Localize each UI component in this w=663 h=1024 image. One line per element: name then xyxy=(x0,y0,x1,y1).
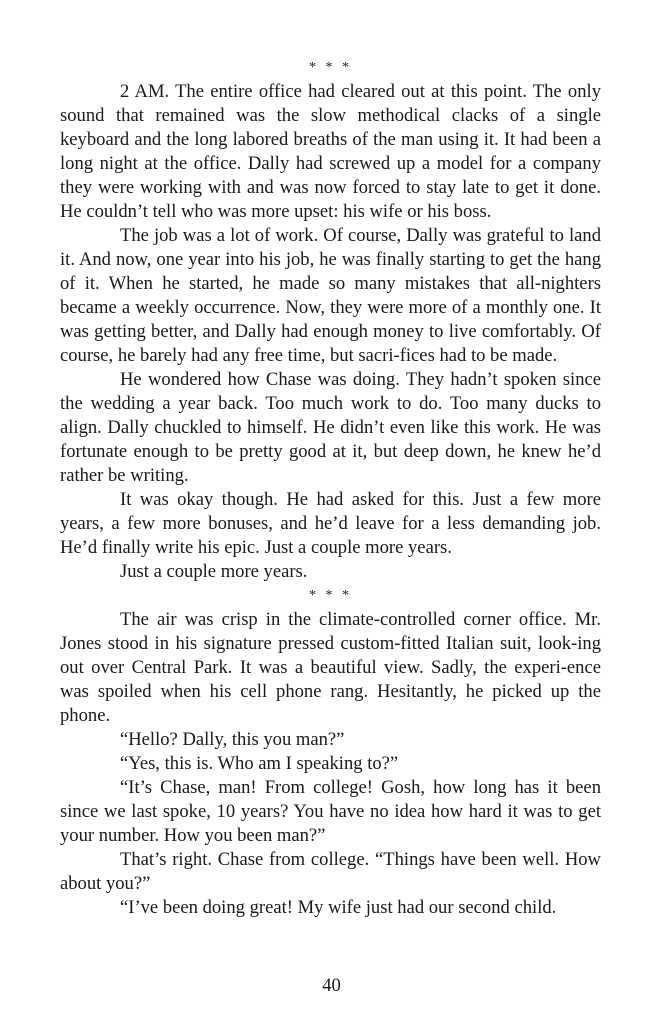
paragraph: That’s right. Chase from college. “Things have been well. How about you?” xyxy=(60,849,601,894)
paragraph: He wondered how Chase was doing. They hadn’t spoken since the wedding a year back. Too much work to do. Too many ducks to align. Dally chuckled to himself. He didn’t even like this work. He was fortunate enough to be pretty good at it, but deep down, he knew he’d rather be writing. xyxy=(60,369,601,486)
paragraph: “Hello? Dally, this you man?” xyxy=(120,729,345,750)
paragraph: “I’ve been doing great! My wife just had our second child. xyxy=(120,897,557,918)
section-separator: * * * xyxy=(309,60,352,75)
paragraph: The job was a lot of work. Of course, Dally was grateful to land it. And now, one year into his job, he was finally starting to get the hang of it. When he started, he made so many mistakes that all-nighters became a weekly occurrence. Now, they were more of a monthly one. It was getting better, and Dally had enough money to live comfortably. Of course, he barely had any free time, but sacri-fices had to be made. xyxy=(60,225,601,366)
section-separator: * * * xyxy=(309,588,352,603)
paragraph: “It’s Chase, man! From college! Gosh, how long has it been since we last spoke, 10 years? You have no idea how hard it was to get your number. How you been man?” xyxy=(60,777,601,846)
paragraph: 2 AM. The entire office had cleared out at this point. The only sound that remained was the slow methodical clacks of a single keyboard and the long labored breaths of the man using it. It had been a long night at the office. Dally had screwed up a model for a company they were working with and was now forced to stay late to get it done. He couldn’t tell who was more upset: his wife or his boss. xyxy=(60,81,601,222)
page-body-text xyxy=(60,56,601,920)
page-number: 40 xyxy=(322,975,341,996)
paragraph: The air was crisp in the climate-controlled corner office. Mr. Jones stood in his signature pressed custom-fitted Italian suit, look-ing out over Central Park. It was a beautiful view. Sadly, the experi-ence was spoiled when his cell phone rang. Hesitantly, he picked up the phone. xyxy=(60,609,601,726)
paragraph: It was okay though. He had asked for this. Just a few more years, a few more bonuses, and he’d leave for a less demanding job. He’d finally write his epic. Just a couple more years. xyxy=(60,489,601,558)
paragraph: “Yes, this is. Who am I speaking to?” xyxy=(120,753,399,774)
paragraph: Just a couple more years. xyxy=(120,561,308,582)
